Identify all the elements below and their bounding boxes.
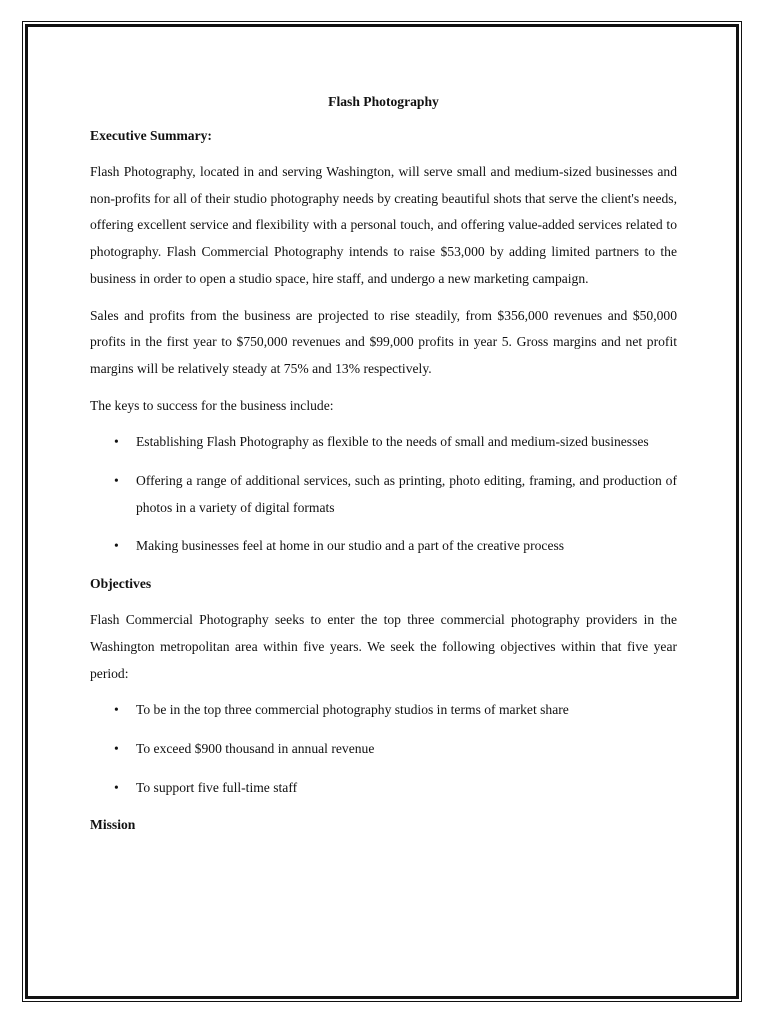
objectives-heading: Objectives	[90, 576, 152, 592]
bullet-icon: •	[114, 740, 119, 756]
list-item	[90, 697, 677, 724]
document-title: Flash Photography	[328, 94, 439, 109]
bullet-icon: •	[114, 702, 119, 718]
list-item	[90, 429, 677, 456]
list-item	[90, 468, 677, 521]
list-item-text: To exceed $900 thousand in annual revenue	[136, 740, 375, 756]
list-item-text: Offering a range of additional services, such as printing, photo editing, framing, and production of photos in a variety of digital formats	[136, 473, 677, 515]
document-body	[90, 90, 677, 848]
bullet-icon: •	[114, 538, 119, 554]
executive-summary-paragraph-2: Sales and profits from the business are projected to rise steadily, from $356,000 revenues and $50,000 profits in the first year to $750,000 revenues and $99,000 profits in year 5. Gross margins and net profit margins will be relatively steady at 75% and 13% respectively.	[90, 307, 677, 376]
keys-to-success-list	[90, 429, 677, 560]
list-item-text: To be in the top three commercial photography studios in terms of market share	[136, 702, 569, 718]
list-item-text: Making businesses feel at home in our studio and a part of the creative process	[136, 538, 565, 554]
objectives-paragraph: Flash Commercial Photography seeks to enter the top three commercial photography providers in the Washington metropolitan area within five years. We seek the following objectives within that five year period:	[90, 612, 677, 681]
list-item-text: To support five full-time staff	[136, 779, 298, 795]
list-item-text: Establishing Flash Photography as flexible to the needs of small and medium-sized businesses	[136, 434, 649, 450]
bullet-icon: •	[114, 473, 119, 489]
mission-heading: Mission	[90, 817, 136, 833]
bullet-icon: •	[114, 779, 119, 795]
executive-summary-heading: Executive Summary:	[90, 128, 212, 143]
list-item	[90, 533, 677, 560]
objectives-list	[90, 697, 677, 801]
executive-summary-paragraph-1: Flash Photography, located in and serving Washington, will serve small and medium-sized businesses and non-profits for all of their studio photography needs by creating beautiful shots that serve the client's needs, offering excellent service and flexibility with a personal touch, and offering value-added services related to photography. Flash Commercial Photography intends to raise $53,000 by adding limited partners to the business in order to open a studio space, hire staff, and undergo a new marketing campaign.	[90, 164, 677, 286]
keys-to-success-intro: The keys to success for the business include:	[90, 397, 334, 413]
list-item	[90, 736, 677, 763]
list-item	[90, 775, 677, 802]
bullet-icon: •	[114, 434, 119, 450]
